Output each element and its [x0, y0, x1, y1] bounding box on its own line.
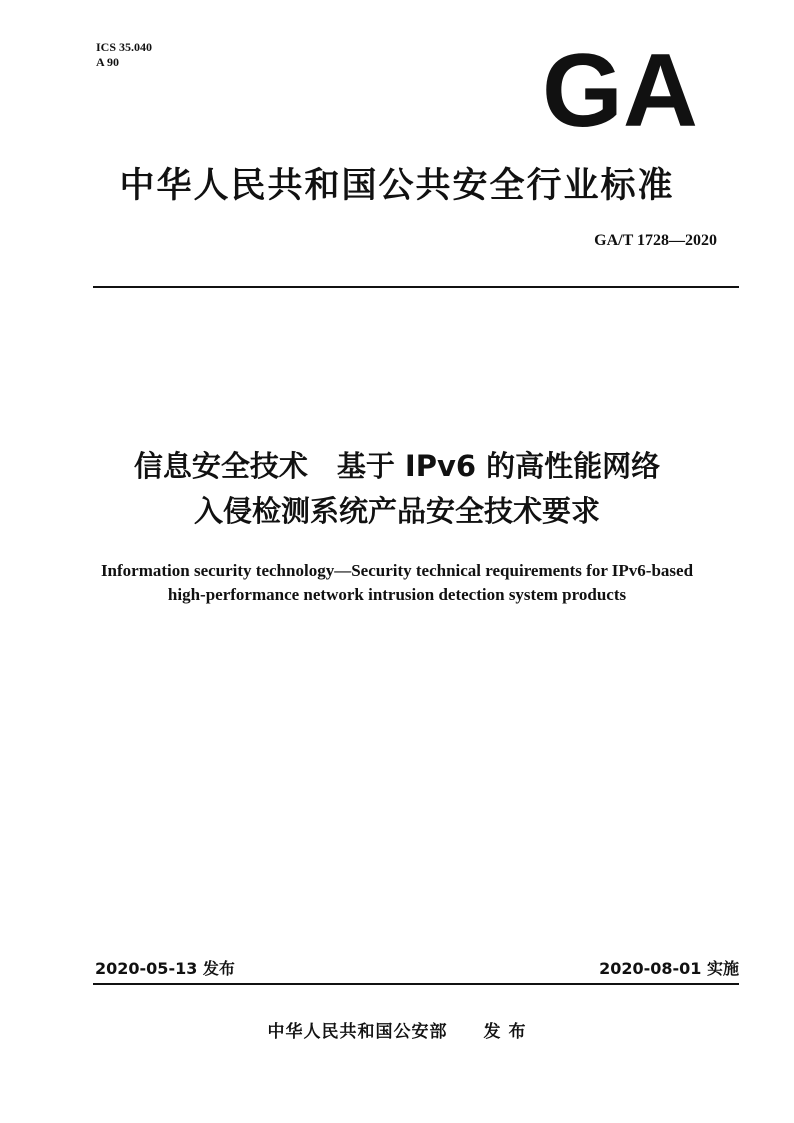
standard-number: GA/T 1728—2020 [594, 232, 717, 249]
ics-code: ICS 35.040 [96, 40, 153, 54]
publisher: 中华人民共和国公安部 发 布 [267, 1022, 527, 1042]
english-title-line-2: high-performance network intrusion detection system products [167, 585, 627, 604]
english-title-line-1: Information security technology—Security technical requirements for IPv6-based [100, 561, 694, 580]
chinese-title-line-2: 入侵检测系统产品安全技术要求 [193, 494, 600, 528]
footer-divider [93, 983, 739, 985]
classification-codes [96, 40, 152, 70]
header-divider [93, 286, 739, 288]
ga-logo-text: GA [542, 46, 698, 128]
standard-category-title: 中华人民共和国公共安全行业标准 [119, 166, 675, 206]
ga-logo [540, 46, 700, 128]
issue-date: 2020-05-13 发布 [95, 959, 235, 978]
implementation-date: 2020-08-01 实施 [599, 959, 739, 978]
ccs-code: A 90 [96, 55, 120, 69]
chinese-title-line-1: 信息安全技术 基于 IPv6 的高性能网络 [133, 449, 661, 483]
